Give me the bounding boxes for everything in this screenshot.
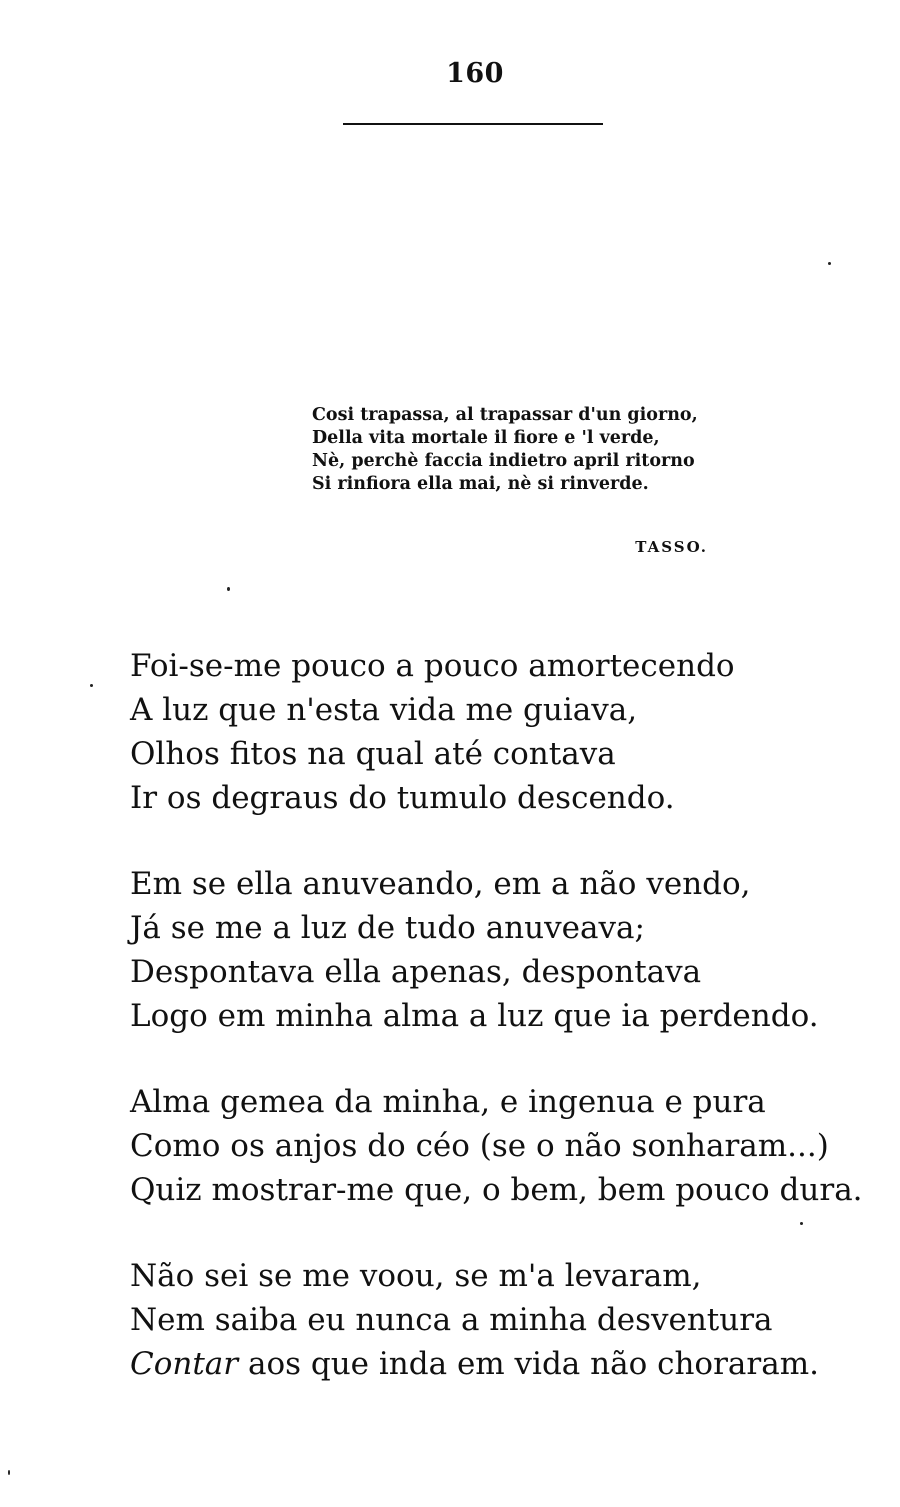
poem [130,644,870,1386]
verse: Já se me a luz de tudo anuveava; [130,910,645,946]
header-rule [343,123,603,125]
scan-speck [8,1470,10,1475]
epigraph [312,404,732,496]
scan-speck [800,1222,803,1225]
stanza-1 [130,644,870,820]
verse: A luz que n'esta vida me guiava, [130,692,638,728]
verse: Quiz mostrar-me que, o bem, bem pouco dura. [130,1172,863,1208]
scan-speck [227,587,230,591]
scan-speck [90,684,93,687]
epigraph-line: Cosi trapassa, al trapassar d'un giorno, [312,405,698,425]
scan-speck [828,262,831,265]
verse: Olhos fitos na qual até contava [130,736,616,772]
verse: Ir os degraus do tumulo descendo. [130,780,675,816]
stanza-2 [130,862,870,1038]
stanza-3 [130,1080,870,1212]
verse: Despontava ella apenas, despontava [130,954,702,990]
verse: Logo em minha alma a luz que ia perdendo. [130,998,819,1034]
verse: Nem saiba eu nunca a minha desventura [130,1302,773,1338]
verse: Não sei se me voou, se m'a levaram, [130,1258,702,1294]
italic-word: Contar [130,1346,239,1382]
verse: Foi-se-me pouco a pouco amortecendo [130,648,735,684]
verse-last [130,1342,870,1386]
verse: Em se ella anuveando, em a não vendo, [130,866,751,902]
verse-rest: aos que inda em vida não choraram. [238,1346,819,1382]
verse: Como os anjos do céo (se o não sonharam...) [130,1128,829,1164]
epigraph-line: Si rinfiora ella mai, nè si rinverde. [312,474,649,494]
epigraph-line: Nè, perchè faccia indietro april ritorno [312,451,695,471]
stanza-4 [130,1254,870,1386]
verse: Alma gemea da minha, e ingenua e pura [130,1084,766,1120]
epigraph-line: Della vita mortale il fiore e 'l verde, [312,428,660,448]
epigraph-author: TASSO. [635,538,708,556]
page-number: 160 [446,58,504,89]
